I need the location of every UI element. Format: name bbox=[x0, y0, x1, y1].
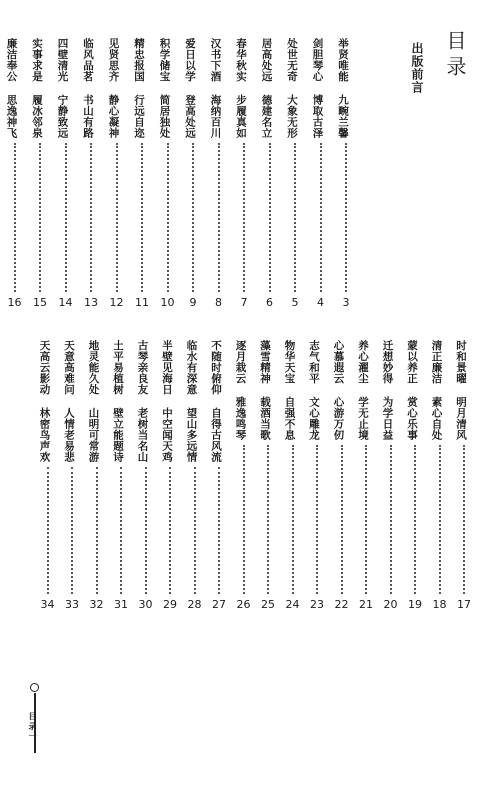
toc-page-number: 23 bbox=[310, 598, 324, 611]
toc-leader-dots bbox=[390, 445, 392, 595]
toc-leader-dots bbox=[414, 445, 416, 595]
toc-leader-dots bbox=[90, 143, 92, 293]
toc-entry[interactable] bbox=[354, 340, 378, 612]
toc-leader-dots bbox=[194, 467, 196, 595]
toc-page-number: 21 bbox=[359, 598, 373, 611]
toc-entry[interactable] bbox=[109, 340, 133, 612]
toc-entry-title: 逐月栽云 雅逸鸣琴 bbox=[234, 340, 247, 441]
toc-page-number: 17 bbox=[457, 598, 471, 611]
toc-entry[interactable] bbox=[60, 340, 84, 612]
toc-entry-title: 临水有深意 望山多远情 bbox=[185, 340, 198, 463]
toc-entry-title: 积学储宝 简居独处 bbox=[158, 38, 171, 139]
toc-page-number: 22 bbox=[334, 598, 349, 611]
toc-leader-dots bbox=[141, 143, 143, 293]
toc-page-number: 24 bbox=[285, 598, 300, 611]
toc-title: 目录 bbox=[443, 30, 467, 82]
toc-entry[interactable] bbox=[183, 340, 207, 612]
toc-page-number: 33 bbox=[65, 598, 79, 611]
toc-page-number: 32 bbox=[89, 598, 104, 611]
toc-entry-title: 天意高难问 人情老易悲 bbox=[63, 340, 75, 463]
toc-page-number: 31 bbox=[114, 598, 128, 611]
toc-leader-dots bbox=[71, 467, 73, 595]
toc-entry[interactable] bbox=[330, 340, 354, 612]
toc-leader-dots bbox=[169, 467, 171, 595]
toc-entry-title: 见贤思齐 静心凝神 bbox=[107, 38, 120, 139]
toc-entry[interactable] bbox=[403, 340, 427, 612]
toc-entry-title: 养心濯尘 学无止境 bbox=[357, 340, 369, 441]
toc-entry-title: 实事求是 履冰邻泉 bbox=[31, 38, 43, 139]
toc-entry[interactable] bbox=[79, 38, 103, 310]
toc-page-number: 10 bbox=[160, 296, 175, 309]
toc-leader-dots bbox=[341, 445, 343, 595]
toc-entry[interactable] bbox=[54, 38, 78, 310]
toc-entry-title: 古琴亲良友 老树当名山 bbox=[136, 340, 149, 463]
toc-entry[interactable] bbox=[156, 38, 180, 310]
toc-entry[interactable] bbox=[36, 340, 60, 612]
toc-entry-title: 不随时俯仰 自得古风流 bbox=[210, 340, 222, 463]
toc-leader-dots bbox=[96, 467, 98, 595]
toc-entry-title: 藻雪精神 载酒当歌 bbox=[259, 340, 271, 441]
toc-entry[interactable] bbox=[207, 340, 231, 612]
toc-page-number: 9 bbox=[189, 296, 197, 309]
toc-page-number: 8 bbox=[215, 296, 222, 309]
toc-entry[interactable] bbox=[181, 38, 205, 310]
toc-leader-dots bbox=[365, 445, 367, 595]
toc-leader-dots bbox=[345, 143, 347, 293]
toc-entry-title: 志气和平 文心雕龙 bbox=[308, 340, 320, 441]
toc-leader-dots bbox=[267, 445, 269, 595]
toc-leader-dots bbox=[269, 143, 271, 293]
toc-entry[interactable] bbox=[428, 340, 452, 612]
toc-entry[interactable] bbox=[207, 38, 231, 310]
toc-page-number: 7 bbox=[240, 296, 248, 309]
toc-entry-title: 迁想妙得 为学日益 bbox=[381, 340, 394, 441]
toc-page-number: 34 bbox=[40, 598, 55, 611]
toc-entry[interactable] bbox=[232, 38, 256, 310]
toc-entry-title: 地灵能久处 山明可常游 bbox=[87, 340, 100, 463]
toc-entry-title: 临风品茗 书山有路 bbox=[82, 38, 94, 139]
toc-page-number: 27 bbox=[212, 598, 226, 611]
toc-leader-dots bbox=[218, 467, 220, 595]
toc-page-number: 15 bbox=[33, 296, 47, 309]
toc-entry-title: 处世无奇 大象无形 bbox=[286, 38, 298, 139]
toc-entry[interactable] bbox=[28, 38, 52, 310]
toc-entry-title: 物华天宝 自强不息 bbox=[283, 340, 296, 441]
toc-leader-dots bbox=[39, 143, 41, 293]
toc-entry-title: 时和景曜 明月清风 bbox=[455, 340, 467, 441]
toc-leader-dots bbox=[218, 143, 220, 293]
toc-leader-dots bbox=[439, 445, 441, 595]
toc-page-number: 6 bbox=[266, 296, 273, 309]
toc-entry[interactable] bbox=[258, 38, 282, 310]
toc-page-number: 5 bbox=[291, 296, 299, 309]
toc-entry[interactable] bbox=[305, 340, 329, 612]
toc-page-number: 3 bbox=[342, 296, 350, 309]
toc-entry[interactable] bbox=[130, 38, 154, 310]
toc-entry[interactable] bbox=[452, 340, 476, 612]
toc-leader-dots bbox=[14, 143, 16, 293]
toc-entry-title: 精忠报国 行远自迩 bbox=[133, 38, 145, 139]
toc-page-number: 30 bbox=[138, 598, 153, 611]
toc-entry[interactable] bbox=[158, 340, 182, 612]
toc-page-number: 16 bbox=[7, 296, 22, 309]
toc-leader-dots bbox=[316, 445, 318, 595]
toc-page-number: 4 bbox=[317, 296, 324, 309]
toc-entry[interactable] bbox=[85, 340, 109, 612]
toc-page-number: 25 bbox=[261, 598, 275, 611]
toc-entry[interactable] bbox=[379, 340, 403, 612]
toc-entry-title: 春华秋实 步履真如 bbox=[235, 38, 247, 139]
toc-entry-title: 半壁见海日 中空闻天鸡 bbox=[161, 340, 173, 463]
toc-entry[interactable] bbox=[256, 340, 280, 612]
toc-entry-title: 四壁清光 宁静致远 bbox=[56, 38, 69, 139]
toc-leader-dots bbox=[294, 143, 296, 293]
toc-page-number: 20 bbox=[383, 598, 398, 611]
toc-entry-title: 举贤唯能 九畹兰馨 bbox=[337, 38, 349, 139]
toc-leader-dots bbox=[243, 445, 245, 595]
toc-page-number: 13 bbox=[84, 296, 98, 309]
toc-entry[interactable] bbox=[283, 38, 307, 310]
toc-entry[interactable] bbox=[134, 340, 158, 612]
toc-entry-title: 爱日以学 登高处远 bbox=[184, 38, 196, 139]
toc-page-number: 14 bbox=[58, 296, 73, 309]
toc-page-number: 26 bbox=[236, 598, 251, 611]
toc-page-number: 18 bbox=[432, 598, 447, 611]
toc-entry-title: 廉洁奉公 思逸神飞 bbox=[5, 38, 18, 139]
toc-entry-title: 剑胆琴心 博取古泽 bbox=[311, 38, 324, 139]
toc-leader-dots bbox=[47, 467, 49, 595]
toc-leader-dots bbox=[120, 467, 122, 595]
footer-label: 目录一 bbox=[28, 712, 37, 742]
toc-page-number: 19 bbox=[408, 598, 422, 611]
toc-entry[interactable] bbox=[334, 38, 358, 310]
toc-leader-dots bbox=[292, 445, 294, 595]
toc-entry-title: 天高云影动 林密鸟声欢 bbox=[38, 340, 51, 463]
toc-entry[interactable] bbox=[281, 340, 305, 612]
toc-entry-title: 清正廉洁 素心自处 bbox=[430, 340, 443, 441]
toc-page-number: 28 bbox=[187, 598, 202, 611]
toc-entry-title: 蒙以养正 赏心乐事 bbox=[406, 340, 418, 441]
preface-link[interactable]: 出版前言 bbox=[410, 42, 424, 94]
toc-leader-dots bbox=[65, 143, 67, 293]
toc-leader-dots bbox=[192, 143, 194, 293]
toc-entry-title: 汉书下酒 海纳百川 bbox=[209, 38, 222, 139]
toc-entry[interactable] bbox=[309, 38, 333, 310]
toc-leader-dots bbox=[463, 445, 465, 595]
toc-leader-dots bbox=[243, 143, 245, 293]
toc-entry[interactable] bbox=[105, 38, 129, 310]
toc-leader-dots bbox=[116, 143, 118, 293]
toc-entry-title: 土平易植树 壁立能题诗 bbox=[112, 340, 124, 463]
toc-leader-dots bbox=[320, 143, 322, 293]
toc-leader-dots bbox=[145, 467, 147, 595]
toc-page-number: 12 bbox=[109, 296, 124, 309]
footer-circle-mark bbox=[30, 683, 39, 692]
toc-leader-dots bbox=[167, 143, 169, 293]
toc-entry-title: 心慕遐云 心游万仞 bbox=[332, 340, 345, 441]
toc-entry-title: 居高处远 德建名立 bbox=[260, 38, 273, 139]
toc-page-number: 29 bbox=[163, 598, 177, 611]
toc-entry[interactable] bbox=[3, 38, 27, 310]
toc-page-number: 11 bbox=[135, 296, 149, 309]
toc-entry[interactable] bbox=[232, 340, 256, 612]
